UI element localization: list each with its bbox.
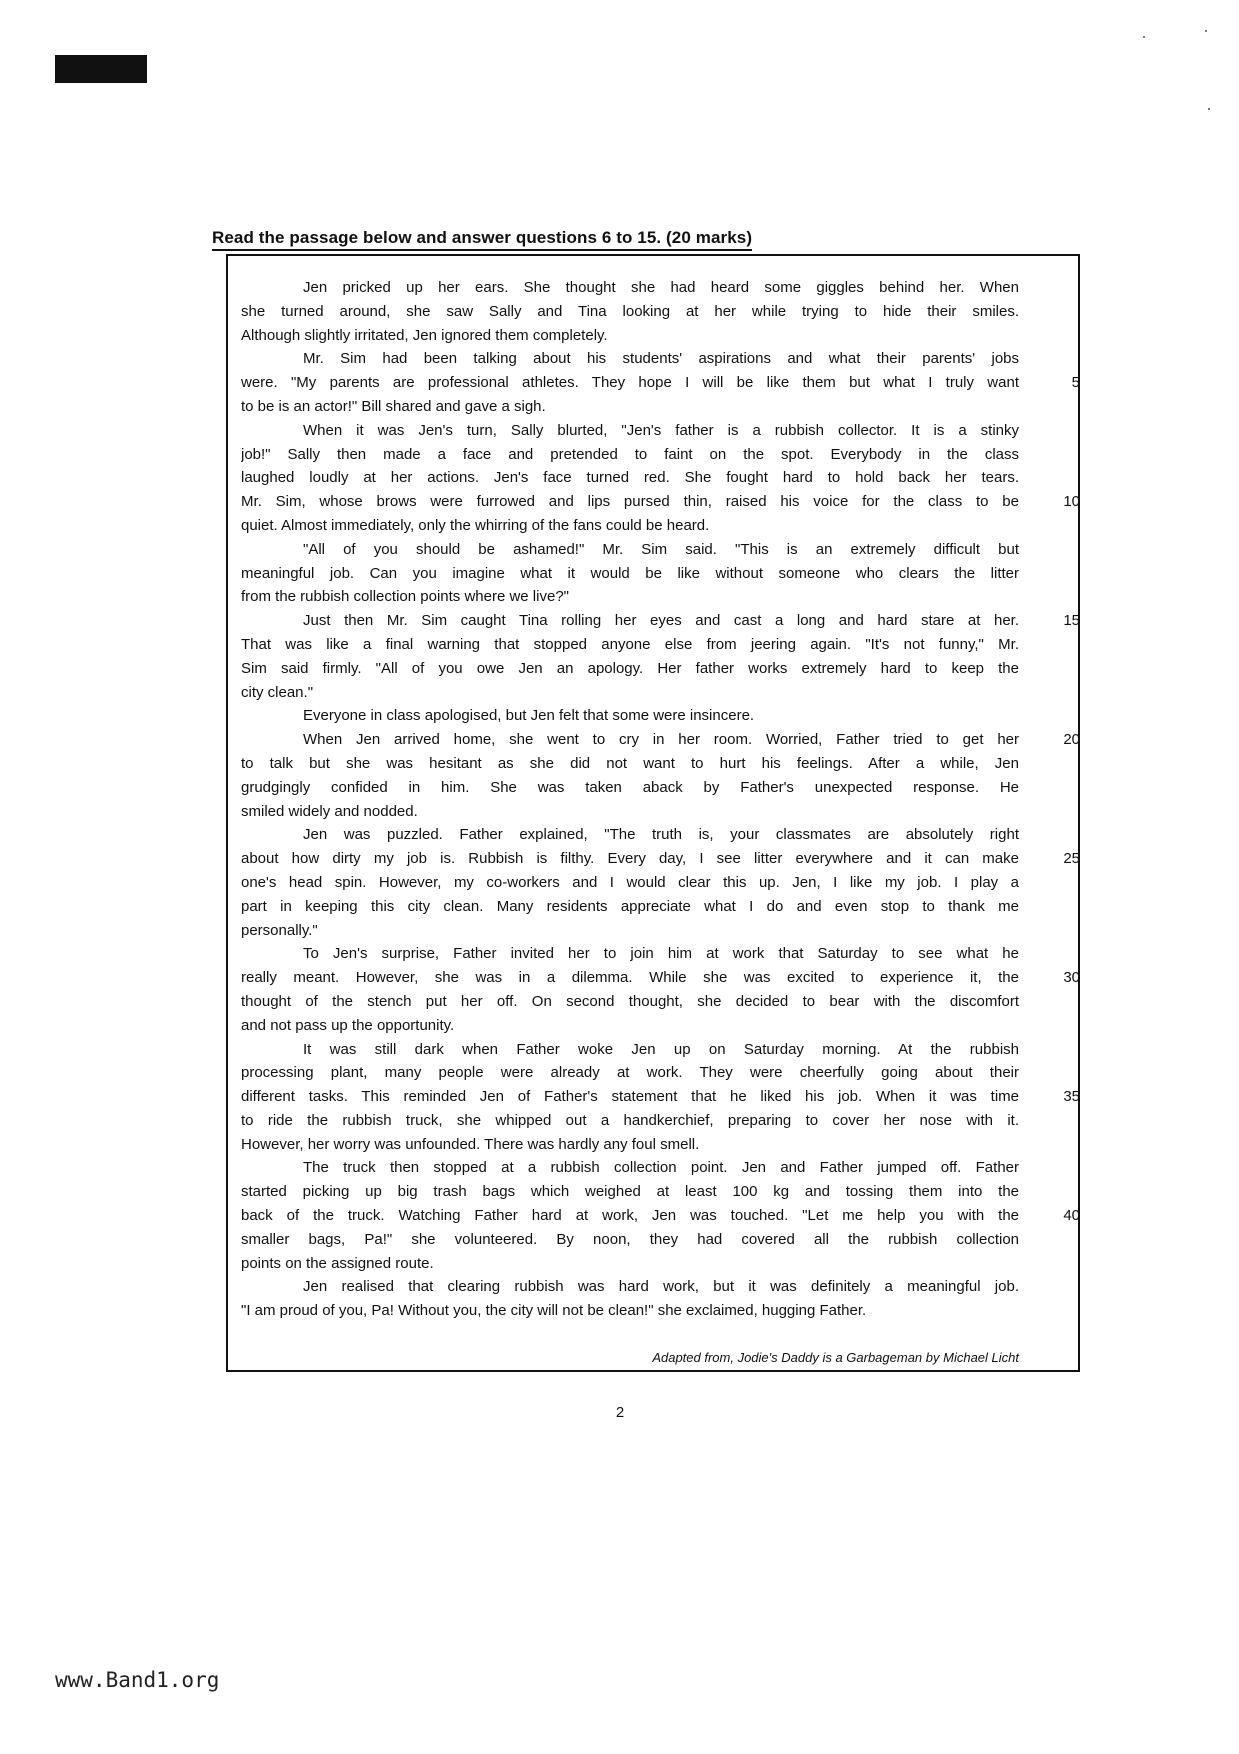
passage-line: meaningful job. Can you imagine what it would be like without someone who clears the litter bbox=[241, 564, 1019, 582]
passage-line: to talk but she was hesitant as she did not want to hurt his feelings. After a while, Jen bbox=[241, 754, 1019, 772]
scan-speck bbox=[1143, 36, 1145, 38]
passage-line: and not pass up the opportunity. bbox=[241, 1016, 455, 1034]
passage-line: Jen realised that clearing rubbish was hard work, but it was definitely a meaningful job. bbox=[303, 1278, 1019, 1296]
passage-line: The truck then stopped at a rubbish collection point. Jen and Father jumped off. Father bbox=[303, 1159, 1019, 1177]
passage-line: city clean." bbox=[241, 683, 314, 701]
line-number: 20 bbox=[1063, 731, 1080, 749]
passage-line: It was still dark when Father woke Jen up on Saturday morning. At the rubbish bbox=[303, 1040, 1019, 1058]
passage-line: laughed loudly at her actions. Jen's face turned red. She fought hard to hold back her tears. bbox=[241, 469, 1019, 487]
passage-line: That was like a final warning that stopped anyone else from jeering again. "It's not funny," Mr. bbox=[241, 635, 1019, 653]
page-number: 2 bbox=[615, 1404, 625, 1421]
passage-line: "I am proud of you, Pa! Without you, the city will not be clean!" she exclaimed, hugging Father. bbox=[241, 1302, 867, 1320]
passage-line: smaller bags, Pa!" she volunteered. By noon, they had covered all the rubbish collection bbox=[241, 1230, 1019, 1248]
passage-line: she turned around, she saw Sally and Tina looking at her while trying to hide their smiles. bbox=[241, 302, 1019, 320]
line-number: 25 bbox=[1063, 850, 1080, 868]
passage-line: different tasks. This reminded Jen of Father's statement that he liked his job. When it was time bbox=[241, 1088, 1019, 1106]
passage-line: grudgingly confided in him. She was taken aback by Father's unexpected response. He bbox=[241, 778, 1019, 796]
passage-line: points on the assigned route. bbox=[241, 1254, 434, 1272]
passage-line: Jen pricked up her ears. She thought she had heard some giggles behind her. When bbox=[303, 279, 1019, 296]
scan-speck bbox=[1205, 30, 1207, 32]
passage-line: really meant. However, she was in a dilemma. While she was excited to experience it, the bbox=[241, 969, 1019, 987]
passage-line: part in keeping this city clean. Many residents appreciate what I do and even stop to thank me bbox=[241, 897, 1019, 915]
passage-line: To Jen's surprise, Father invited her to join him at work that Saturday to see what he bbox=[303, 945, 1019, 963]
passage-line: thought of the stench put her off. On second thought, she decided to bear with the discomfort bbox=[241, 992, 1019, 1010]
redaction-box bbox=[55, 55, 147, 83]
passage-line: quiet. Almost immediately, only the whirring of the fans could be heard. bbox=[241, 516, 710, 534]
line-number: 40 bbox=[1063, 1207, 1080, 1225]
scan-speck bbox=[1208, 108, 1210, 110]
section-heading: Read the passage below and answer questions 6 to 15. (20 marks) bbox=[212, 228, 752, 251]
passage-line: job!" Sally then made a face and pretended to faint on the spot. Everybody in the class bbox=[241, 445, 1019, 463]
passage-line: "All of you should be ashamed!" Mr. Sim said. "This is an extremely difficult but bbox=[303, 540, 1019, 558]
passage-line: personally." bbox=[241, 921, 318, 939]
passage-text bbox=[241, 276, 1019, 1323]
passage-line: from the rubbish collection points where we live?" bbox=[241, 588, 569, 606]
passage-line: smiled widely and nodded. bbox=[241, 802, 418, 820]
line-number: 15 bbox=[1063, 612, 1080, 630]
line-number: 5 bbox=[1071, 374, 1080, 392]
passage-line: Everyone in class apologised, but Jen felt that some were insincere. bbox=[303, 707, 755, 725]
passage-line: one's head spin. However, my co-workers and I would clear this up. Jen, I like my job. I play a bbox=[241, 873, 1019, 891]
passage-line: Jen was puzzled. Father explained, "The truth is, your classmates are absolutely right bbox=[303, 826, 1019, 844]
line-number: 30 bbox=[1063, 969, 1080, 987]
passage-line: When Jen arrived home, she went to cry in her room. Worried, Father tried to get her bbox=[303, 731, 1019, 749]
line-number: 10 bbox=[1063, 493, 1080, 511]
passage-line: However, her worry was unfounded. There was hardly any foul smell. bbox=[241, 1135, 700, 1153]
passage-line: back of the truck. Watching Father hard at work, Jen was touched. "Let me help you with the bbox=[241, 1207, 1019, 1225]
passage-line: Mr. Sim had been talking about his students' aspirations and what their parents' jobs bbox=[303, 350, 1019, 368]
passage-line: processing plant, many people were already at work. They were cheerfully going about their bbox=[241, 1064, 1019, 1082]
passage-line: When it was Jen's turn, Sally blurted, "Jen's father is a rubbish collector. It is a stinky bbox=[303, 421, 1019, 439]
passage-line: Sim said firmly. "All of you owe Jen an apology. Her father works extremely hard to keep the bbox=[241, 659, 1019, 677]
source-citation: Adapted from, Jodie's Daddy is a Garbageman by Michael Licht bbox=[652, 1350, 1019, 1365]
line-number: 35 bbox=[1063, 1088, 1080, 1106]
passage-line: about how dirty my job is. Rubbish is filthy. Every day, I see litter everywhere and it can make bbox=[241, 850, 1019, 868]
passage-line: to be is an actor!" Bill shared and gave a sigh. bbox=[241, 397, 546, 415]
watermark-url: www.Band1.org bbox=[55, 1668, 220, 1692]
passage-line: were. "My parents are professional athletes. They hope I will be like them but what I truly want bbox=[241, 374, 1019, 392]
passage-line: started picking up big trash bags which weighed at least 100 kg and tossing them into the bbox=[241, 1183, 1019, 1201]
passage-line: Mr. Sim, whose brows were furrowed and lips pursed thin, raised his voice for the class to be bbox=[241, 493, 1019, 511]
passage-line: Just then Mr. Sim caught Tina rolling her eyes and cast a long and hard stare at her. bbox=[303, 612, 1019, 630]
passage-line: Although slightly irritated, Jen ignored them completely. bbox=[241, 326, 608, 344]
passage-line: to ride the rubbish truck, she whipped out a handkerchief, preparing to cover her nose with it. bbox=[241, 1111, 1019, 1129]
